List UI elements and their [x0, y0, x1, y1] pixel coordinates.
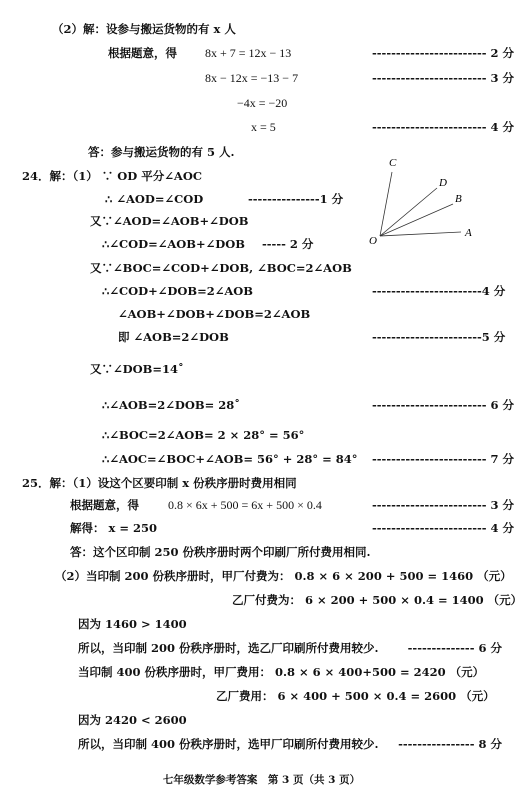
q23-score-2: ------------------------ 2 分 [372, 46, 515, 60]
q23-score-4: ------------------------ 4 分 [372, 120, 515, 134]
q24-heading: 24．解：（1） ∵ OD 平分∠AOC [22, 169, 202, 183]
q23-answer: 答：参与搬运货物的有 5 人. [88, 145, 235, 159]
q23-equation-4: x = 5 [251, 120, 276, 134]
q25-part2-line-3: 因为 1460 > 1400 [78, 617, 187, 631]
q24-line-5-score: -----------------------4 分 [372, 284, 506, 298]
q23-equation-1: 8x + 7 = 12x − 13 [205, 46, 292, 60]
q24-line-3-score: ----- 2 分 [262, 237, 314, 251]
label-b: B [455, 193, 462, 205]
q24-line-6: ∠AOB+∠DOB+∠DOB=2∠AOB [118, 307, 311, 321]
label-a: A [465, 227, 472, 239]
q24-line-3: ∴∠COD=∠AOB+∠DOB [102, 237, 246, 251]
angle-figure [365, 152, 490, 247]
q24-line-5: ∴∠COD+∠DOB=2∠AOB [102, 284, 254, 298]
q25-part2-line-7: 因为 2420 < 2600 [78, 713, 187, 727]
label-c: C [389, 157, 397, 169]
q25-part2-line-2: 乙厂付费为： 6 × 200 + 500 × 0.4 = 1400 （元） [232, 593, 523, 607]
q25-heading: 25．解：（1）设这个区要印制 x 份秩序册时费用相同 [22, 476, 297, 490]
q23-setup-label: 根据题意，得 [108, 46, 177, 60]
q25-part2-line-8: 所以，当印制 400 份秩序册时，选甲厂印刷所付费用较少. [78, 737, 379, 751]
q24-line-7-score: -----------------------5 分 [372, 330, 506, 344]
q25-part2-line-4: 所以，当印制 200 份秩序册时，选乙厂印刷所付费用较少. [78, 641, 379, 655]
q24-line-9: ∴∠AOB=2∠DOB= 28˚ [102, 398, 240, 412]
label-d: D [439, 177, 447, 189]
page-footer: 七年级数学参考答案 第 3 页（共 3 页） [162, 774, 361, 786]
q24-line-7: 即 ∠AOB=2∠DOB [118, 330, 229, 344]
q24-line-9-score: ------------------------ 6 分 [372, 398, 515, 412]
q25-equation-1: 0.8 × 6x + 500 = 6x + 500 × 0.4 [168, 498, 322, 512]
q23-score-3: ------------------------ 3 分 [372, 71, 515, 85]
q25-part2-line-1: （2）当印制 200 份秩序册时，甲厂付费为： 0.8 × 6 × 200 + 500 = 1460 （元） [55, 569, 512, 583]
q24-line-11-score: ------------------------ 7 分 [372, 452, 515, 466]
q25-solve: 解得： x = 250 [70, 521, 158, 535]
q25-part2-line-6: 乙厂费用： 6 × 400 + 500 × 0.4 = 2600 （元） [216, 689, 495, 703]
q25-score-4: ------------------------ 4 分 [372, 521, 515, 535]
q23-part2-heading: （2）解：设参与搬运货物的有 x 人 [52, 22, 236, 36]
q24-line-10: ∴∠BOC=2∠AOB= 2 × 28° = 56° [102, 428, 305, 442]
q25-setup-label: 根据题意，得 [70, 498, 139, 512]
q25-part2-line-5: 当印制 400 份秩序册时，甲厂费用： 0.8 × 6 × 400+500 = 2420 （元） [78, 665, 485, 679]
q23-equation-3: −4x = −20 [237, 96, 288, 110]
q25-answer-1: 答：这个区印制 250 份秩序册时两个印刷厂所付费用相同. [70, 545, 371, 559]
q23-equation-2: 8x − 12x = −13 − 7 [205, 71, 299, 85]
ray-ob [380, 204, 453, 236]
q24-line-8: 又∵∠DOB=14˚ [90, 362, 184, 376]
q25-score-8: ---------------- 8 分 [398, 737, 502, 751]
ray-od [380, 188, 437, 236]
q25-score-6: -------------- 6 分 [407, 641, 502, 655]
q24-line-2: 又∵∠AOD=∠AOB+∠DOB [90, 214, 249, 228]
ray-oa [380, 232, 461, 236]
q24-line-4: 又∵∠BOC=∠COD+∠DOB, ∠BOC=2∠AOB [90, 261, 352, 275]
q24-line-1: ∴ ∠AOD=∠COD [105, 192, 204, 206]
q25-score-3: ------------------------ 3 分 [372, 498, 515, 512]
q24-line-11: ∴∠AOC=∠BOC+∠AOB= 56° + 28° = 84° [102, 452, 358, 466]
ray-oc [380, 172, 392, 236]
q24-line-1-score: ---------------1 分 [248, 192, 344, 206]
label-o: O [369, 235, 377, 247]
